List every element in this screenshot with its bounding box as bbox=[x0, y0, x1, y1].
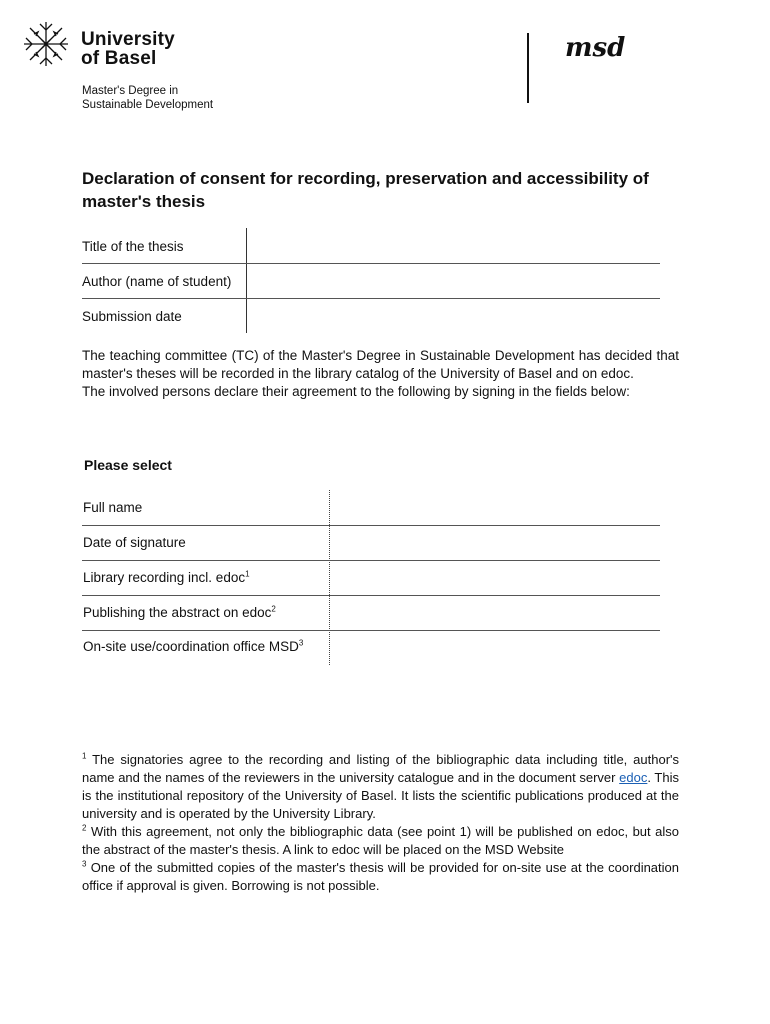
university-name bbox=[81, 30, 175, 68]
thesis-row-separator bbox=[82, 263, 660, 264]
footnote-ref-1: 1 bbox=[245, 569, 250, 578]
thesis-table-divider bbox=[246, 228, 247, 333]
abstract-publishing-field[interactable] bbox=[333, 599, 658, 629]
signature-date-field[interactable] bbox=[333, 529, 658, 559]
page-title: Declaration of consent for recording, preservation and accessibility of master's thesis bbox=[82, 169, 649, 211]
signature-date-label: Date of signature bbox=[83, 534, 186, 550]
consent-row-separator bbox=[82, 560, 660, 561]
select-heading: Please select bbox=[84, 457, 172, 473]
footnote-2: $^2$ With this agreement, not only the bibliographic data (see point 1) will be published on edoc, but also the abstract of the master's thesis. A link to edoc will be placed on the MSD Website bbox=[82, 823, 679, 857]
full-name-label: Full name bbox=[83, 499, 143, 515]
abstract-publishing-label: Publishing the abstract on edoc$^2$ bbox=[83, 604, 276, 620]
thesis-row-separator bbox=[82, 298, 660, 299]
consent-row-separator bbox=[82, 595, 660, 596]
footnote-3: $^3$ One of the submitted copies of the master's thesis will be provided for on-site use at the coordination office if approval is given. Borrowing is not possible. bbox=[82, 859, 679, 893]
msd-logo-text: msd bbox=[565, 33, 626, 63]
full-name-row bbox=[83, 497, 142, 517]
submission-date-label: Submission date bbox=[82, 308, 182, 324]
abstract-publishing-row bbox=[83, 602, 276, 622]
header-divider bbox=[527, 33, 529, 103]
signature-date-row bbox=[83, 532, 186, 552]
degree-line1: Master's Degree in bbox=[82, 85, 179, 97]
thesis-title-field[interactable] bbox=[250, 232, 658, 262]
library-recording-field[interactable] bbox=[333, 564, 658, 594]
consent-row-separator bbox=[82, 525, 660, 526]
degree-name bbox=[82, 84, 213, 112]
university-name-line2: of Basel bbox=[81, 48, 157, 69]
author-field[interactable] bbox=[250, 267, 658, 297]
msd-logo bbox=[563, 30, 643, 70]
footnote-1: $^1$ The signatories agree to the recording and listing of the bibliographic data including title, author's name and the names of the reviewers in the university catalogue and in the document server edoc. This is the institutional repository of the University of Basel. It lists the scientific publications produced at the university and is operated by the University Library. bbox=[82, 751, 679, 821]
submission-date-row bbox=[82, 306, 182, 326]
university-name-line1: University bbox=[81, 29, 175, 50]
university-crest-icon bbox=[22, 20, 70, 68]
author-row bbox=[82, 271, 231, 291]
library-recording-label: Library recording incl. edoc$^1$ bbox=[83, 569, 250, 585]
library-recording-row bbox=[83, 567, 250, 587]
intro-text bbox=[82, 347, 679, 401]
footnote-ref-3: 3 bbox=[298, 638, 304, 647]
consent-table-divider bbox=[329, 490, 330, 665]
consent-row-separator bbox=[82, 630, 660, 631]
degree-line2: Sustainable Development bbox=[82, 99, 214, 111]
onsite-use-row bbox=[83, 636, 303, 656]
full-name-field[interactable] bbox=[333, 494, 658, 524]
author-label: Author (name of student) bbox=[82, 273, 232, 289]
edoc-link[interactable]: edoc bbox=[619, 770, 648, 785]
submission-date-field[interactable] bbox=[250, 302, 658, 332]
intro-paragraph-1: The teaching committee (TC) of the Master's Degree in Sustainable Development has decided that master's theses will be recorded in the library catalog of the University of Basel and on edoc. bbox=[82, 348, 679, 381]
onsite-use-label: On-site use/coordination office MSD$^3$ bbox=[83, 638, 304, 654]
onsite-use-field[interactable] bbox=[333, 634, 658, 664]
thesis-title-label: Title of the thesis bbox=[82, 238, 184, 254]
intro-paragraph-2: The involved persons declare their agreement to the following by signing in the fields below: bbox=[82, 384, 630, 399]
footnote-ref-2: 2 bbox=[271, 604, 276, 613]
footnotes bbox=[82, 751, 679, 895]
thesis-title-row bbox=[82, 236, 184, 256]
